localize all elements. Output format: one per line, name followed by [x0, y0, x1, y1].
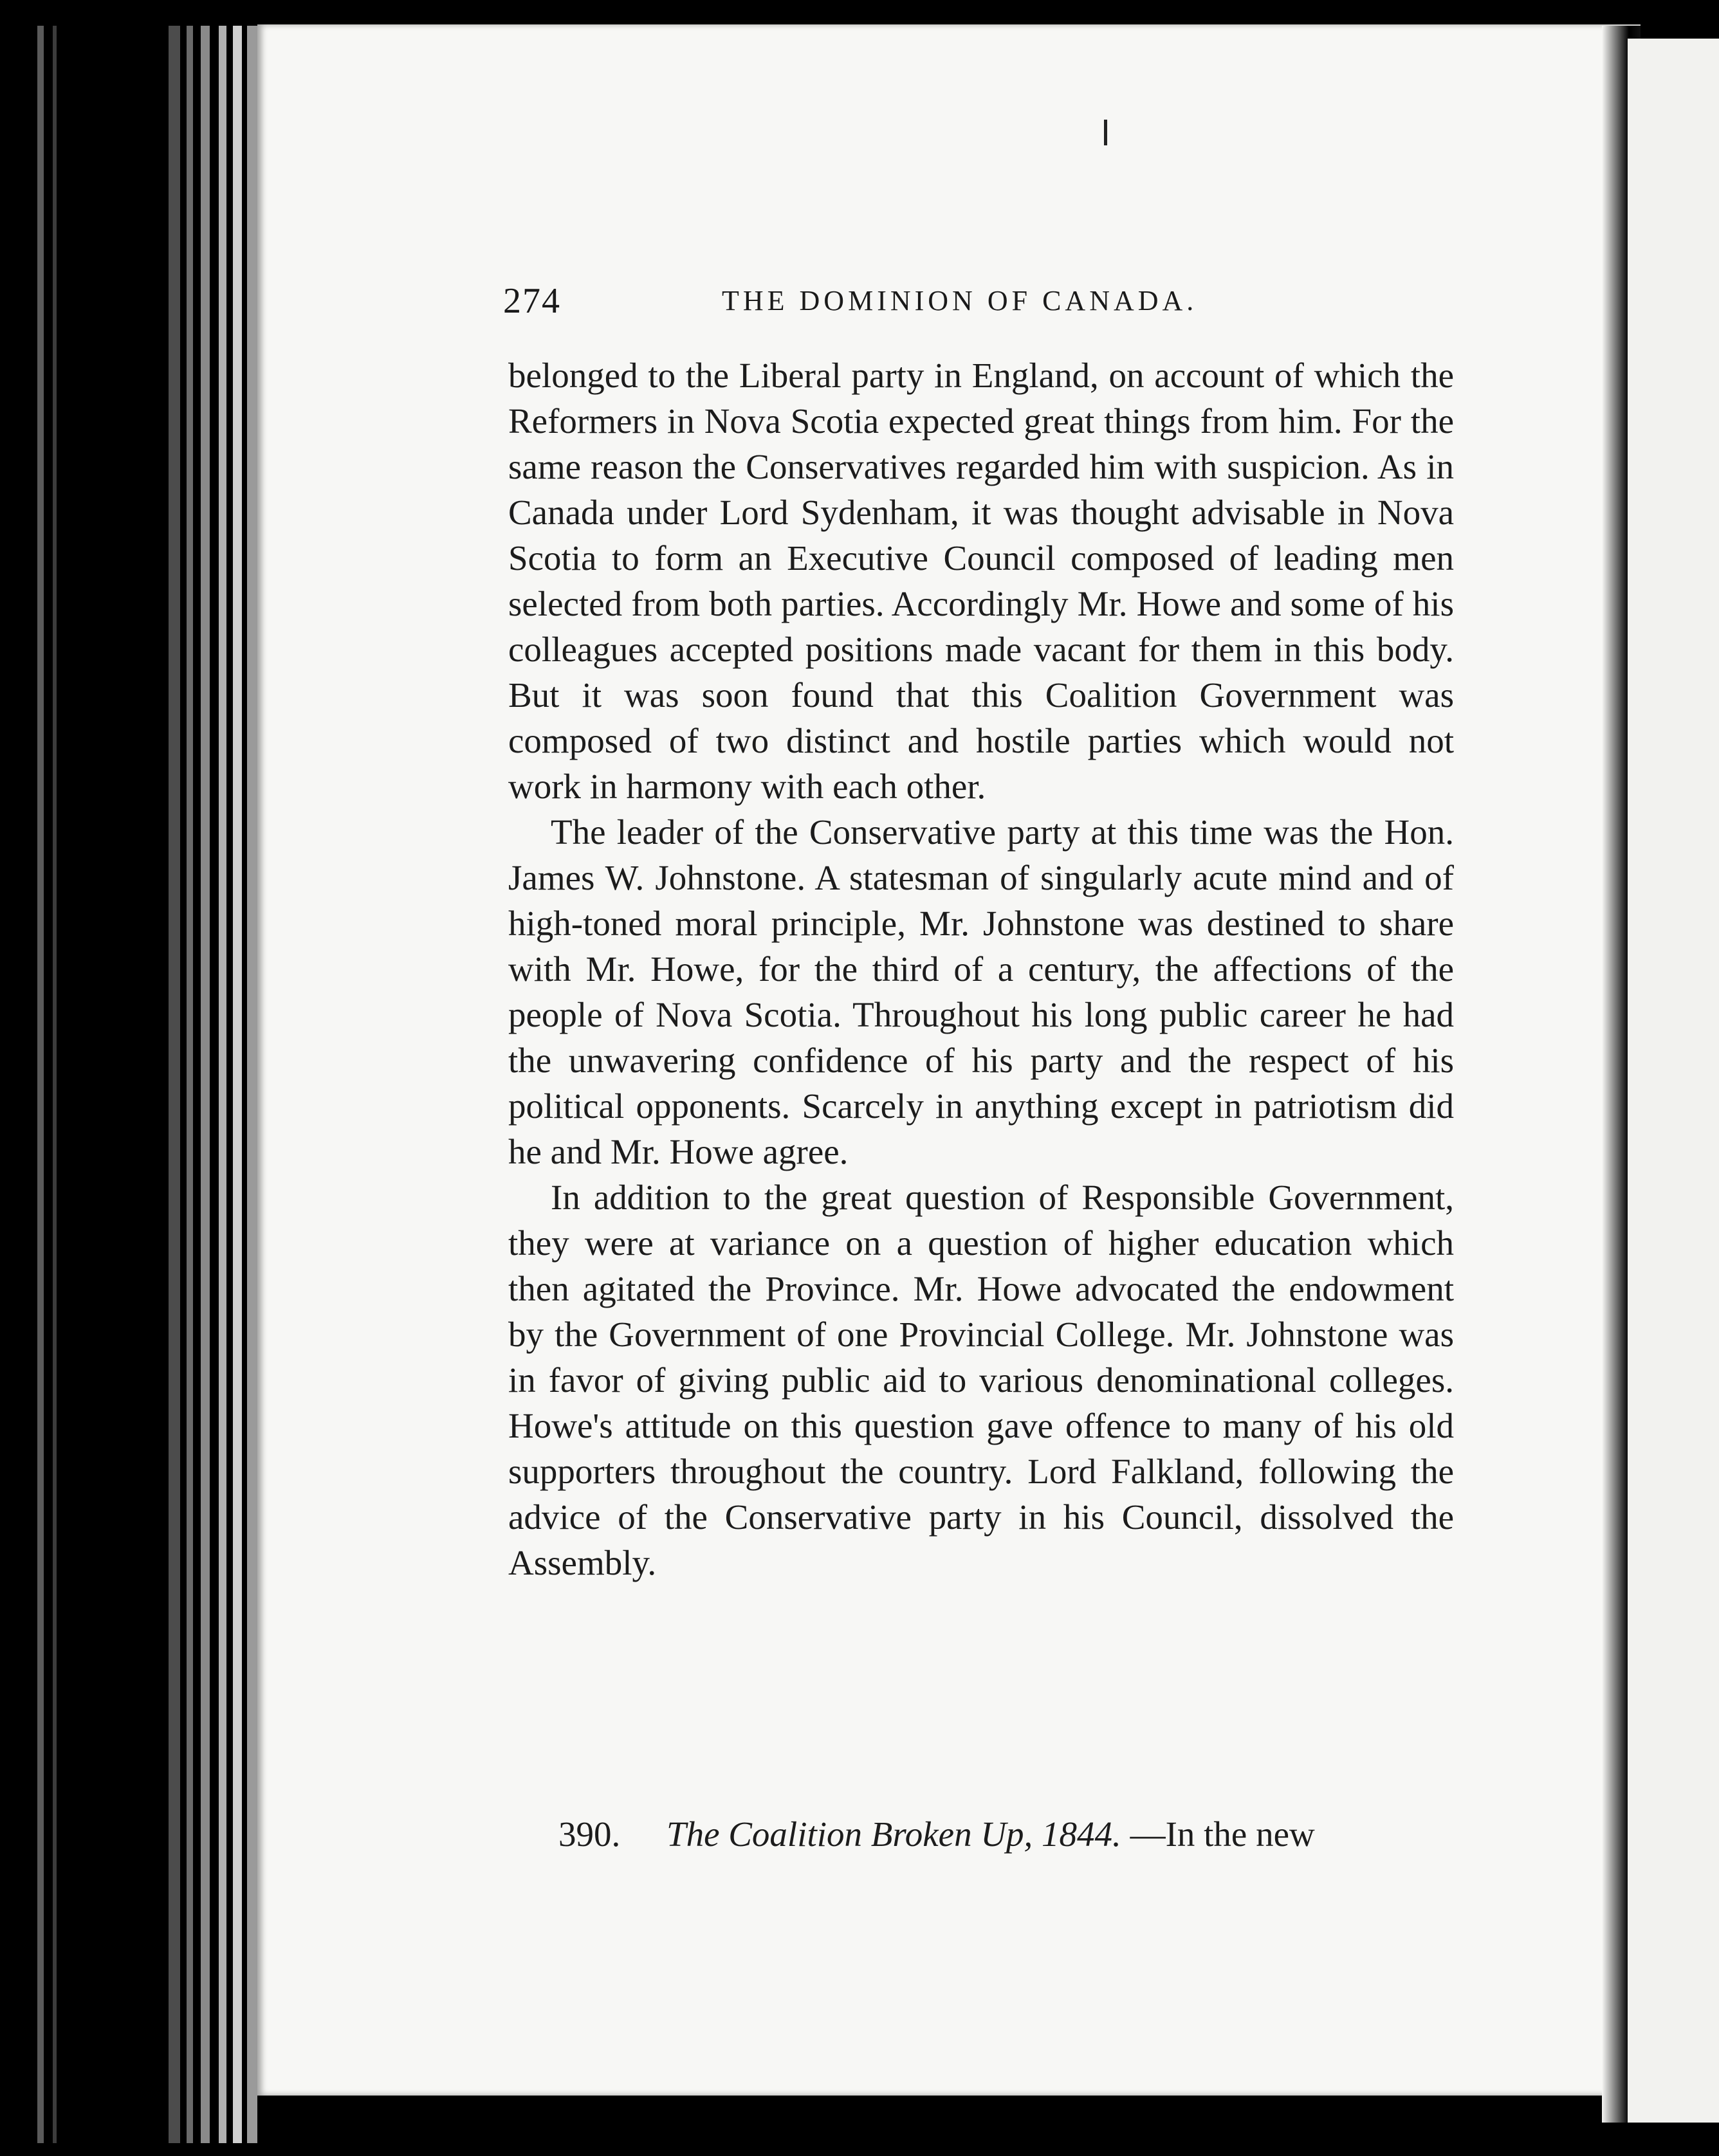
book-page-edges — [0, 0, 264, 2156]
page-edge-line — [201, 26, 210, 2143]
page-edge-line — [53, 26, 57, 2143]
section-number: 390. — [558, 1814, 621, 1854]
scan-mark — [1104, 120, 1107, 145]
section-title: The Coalition Broken Up, 1844. — [666, 1814, 1121, 1854]
page-edge-line — [37, 26, 44, 2143]
facing-page-edge — [1628, 39, 1719, 2123]
running-head: THE DOMINION OF CANADA. — [722, 285, 1198, 316]
paragraph: The leader of the Conservative party at this time was the Hon. James W. Johnstone. A statesman of singularly acute mind and of high-toned moral principle, Mr. Johnstone was destined to share with Mr. Howe, for the third of a century, the affections of the people of Nova Scotia. Throughout his long public career he had the unwavering confidence of his party and the respect of his political opponents. Scarcely in anything except in patriotism did he and Mr. Howe agree. — [508, 812, 1454, 1171]
page-edge-line — [233, 26, 242, 2143]
page-edge-line — [247, 26, 257, 2143]
page-edge-line — [187, 26, 193, 2143]
paragraph: In addition to the great question of Responsible Government, they were at variance on a question of higher education which then agitated the Province. Mr. Howe advocated the endowment by the Government of one Provincial College. Mr. Johnstone was in favor of giving public aid to various denominational colleges. Howe's attitude on this question gave offence to many of his old supporters throughout the country. Lord Falkland, following the advice of the Conservative party in his Council, dissolved the Assembly. — [508, 1178, 1454, 1582]
page-edge-line — [169, 26, 180, 2143]
paragraph: belonged to the Liberal party in England, on account of which the Reformers in Nova Scotia expected great things from him. For the same reason the Conservatives regarded him with suspicion. As in Canada under Lord Sydenham, it was thought advisable in Nova Scotia to form an Executive Council composed of leading men selected from both parties. Accordingly Mr. Howe and some of his colleagues accepted positions made vacant for them in this body. But it was soon found that this Coalition Government was composed of two distinct and hostile parties which would not work in harmony with each other. — [508, 356, 1454, 806]
page-header — [503, 280, 1455, 332]
body-text — [508, 352, 1454, 1585]
section-heading — [558, 1811, 1453, 1857]
page-number: 274 — [503, 281, 561, 321]
section-text: —In the new — [1130, 1814, 1315, 1854]
page-edge-line — [219, 26, 226, 2143]
